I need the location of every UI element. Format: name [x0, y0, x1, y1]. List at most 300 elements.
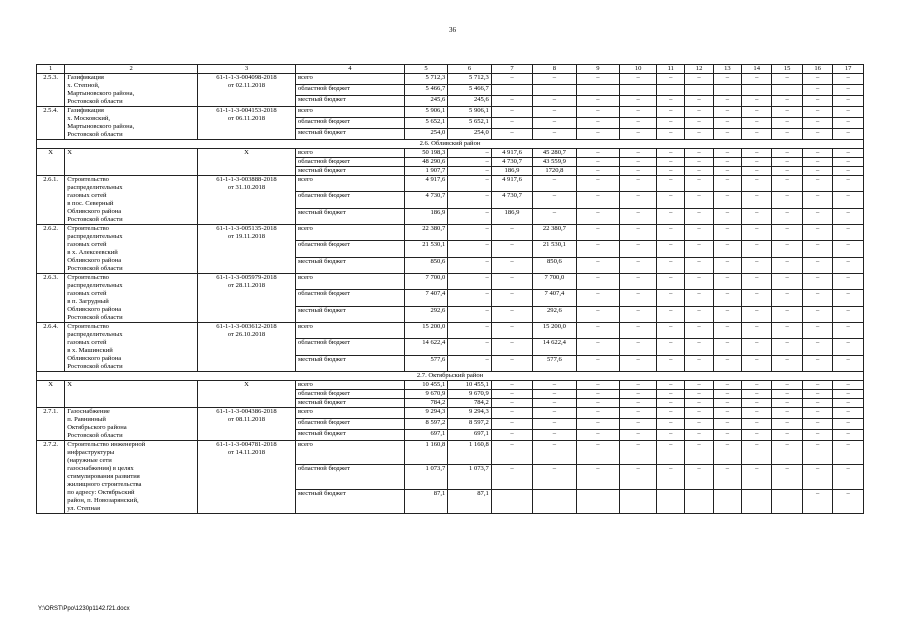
amount-cell: –: [576, 465, 620, 489]
amount-total: 10 455,1: [404, 381, 448, 390]
column-header: 12: [685, 65, 713, 74]
amount-cell: [533, 85, 577, 96]
amount-cell: [576, 489, 620, 513]
amount-cell: –: [713, 323, 741, 339]
amount-cell: 292,6: [533, 306, 577, 322]
amount-cell: –: [713, 118, 741, 129]
column-header: 4: [295, 65, 404, 74]
amount-total: 7 407,4: [404, 290, 448, 306]
funding-source: местный бюджет: [295, 208, 404, 224]
amount-cell: –: [772, 176, 802, 192]
section-title: 2.6. Обливский район: [37, 140, 864, 149]
amount-total: 14 622,4: [404, 339, 448, 355]
amount-cell: –: [742, 225, 772, 241]
amount-cell: –: [802, 306, 832, 322]
amount-cell: –: [491, 274, 532, 290]
amount-cell: –: [802, 430, 832, 441]
section-title: 2.7. Октябрьский район: [37, 372, 864, 381]
amount-cell: –: [833, 489, 864, 513]
amount-cell: –: [657, 176, 685, 192]
amount-cell: –: [620, 118, 657, 129]
column-header: 6: [448, 65, 492, 74]
item-number: 2.5.3.: [37, 74, 65, 107]
amount-cell: –: [833, 257, 864, 273]
amount-cell: –: [742, 465, 772, 489]
column-header: 17: [833, 65, 864, 74]
amount-cell: –: [657, 74, 685, 85]
amount-cell: –: [491, 399, 532, 408]
amount-cell: –: [576, 306, 620, 322]
amount-cell: –: [742, 399, 772, 408]
amount-cell: [772, 85, 802, 96]
amount-cell: 186,9: [491, 208, 532, 224]
amount-cell: –: [742, 355, 772, 371]
amount-cell: –: [772, 118, 802, 129]
funding-source: местный бюджет: [295, 430, 404, 441]
amount-cell: 7 700,0: [533, 274, 577, 290]
amount-cell: –: [802, 107, 832, 118]
amount-cell: 850,6: [533, 257, 577, 273]
amount-cell: –: [833, 176, 864, 192]
amount-cell: –: [657, 390, 685, 399]
amount-cell: [685, 489, 713, 513]
amount-cell: –: [533, 192, 577, 208]
amount-cell: –: [533, 419, 577, 430]
item-name: Строительство распределительных газовых сетей в пос. Северный Обливского района Ростовской области: [65, 176, 198, 225]
amount-cell: –: [685, 225, 713, 241]
amount-cell: –: [576, 176, 620, 192]
amount-total: 186,9: [404, 208, 448, 224]
item-name: Газификация х. Степной, Мартыновского района, Ростовской области: [65, 74, 198, 107]
amount-cell: –: [685, 390, 713, 399]
item-name: Х: [65, 149, 198, 176]
amount-cell: –: [713, 241, 741, 257]
amount-col6: –: [448, 208, 492, 224]
amount-col6: 784,2: [448, 399, 492, 408]
amount-total: 784,2: [404, 399, 448, 408]
amount-cell: –: [833, 355, 864, 371]
item-number: 2.6.1.: [37, 176, 65, 225]
item-number: 2.6.3.: [37, 274, 65, 323]
amount-cell: –: [491, 355, 532, 371]
amount-col6: –: [448, 274, 492, 290]
amount-cell: –: [491, 430, 532, 441]
amount-cell: –: [576, 441, 620, 465]
table-row: [37, 274, 864, 290]
amount-cell: –: [772, 290, 802, 306]
amount-cell: –: [742, 408, 772, 419]
amount-cell: –: [772, 167, 802, 176]
amount-cell: –: [713, 430, 741, 441]
item-name: Строительство распределительных газовых сетей в п. Загрудный Обливского района Ростовской области: [65, 274, 198, 323]
amount-cell: –: [576, 96, 620, 107]
amount-cell: –: [713, 208, 741, 224]
amount-cell: –: [620, 192, 657, 208]
amount-cell: –: [491, 118, 532, 129]
amount-cell: –: [576, 430, 620, 441]
item-number: 2.7.1.: [37, 408, 65, 441]
amount-cell: –: [491, 390, 532, 399]
amount-cell: –: [533, 430, 577, 441]
amount-cell: –: [713, 339, 741, 355]
amount-cell: –: [685, 339, 713, 355]
amount-cell: –: [772, 390, 802, 399]
amount-cell: –: [620, 149, 657, 158]
amount-cell: –: [657, 149, 685, 158]
amount-col6: –: [448, 323, 492, 339]
amount-cell: –: [533, 107, 577, 118]
amount-cell: –: [713, 74, 741, 85]
amount-cell: –: [742, 339, 772, 355]
item-document: 61-1-1-3-004386-2018 от 08.11.2018: [198, 408, 296, 441]
amount-total: 5 652,1: [404, 118, 448, 129]
amount-cell: 15 200,0: [533, 323, 577, 339]
table-row: [37, 107, 864, 118]
amount-cell: –: [620, 430, 657, 441]
amount-cell: –: [657, 290, 685, 306]
amount-cell: –: [685, 176, 713, 192]
funding-source: местный бюджет: [295, 129, 404, 140]
amount-cell: –: [833, 74, 864, 85]
amount-cell: –: [833, 167, 864, 176]
amount-total: 9 670,9: [404, 390, 448, 399]
amount-cell: –: [713, 381, 741, 390]
item-name: Строительство инженерной инфраструктуры (наружные сети газоснабжения) в целях стимулирования развития жилищного строительства по адресу: Октябрьский район, п. Новозарянский, ул. Степная: [65, 441, 198, 514]
amount-col6: 697,1: [448, 430, 492, 441]
funding-source: всего: [295, 225, 404, 241]
amount-cell: –: [685, 419, 713, 430]
amount-cell: –: [772, 274, 802, 290]
amount-cell: 45 280,7: [533, 149, 577, 158]
amount-cell: [713, 85, 741, 96]
amount-col6: 5 712,3: [448, 74, 492, 85]
amount-cell: –: [833, 419, 864, 430]
amount-cell: –: [833, 399, 864, 408]
amount-total: 87,1: [404, 489, 448, 513]
amount-cell: –: [713, 355, 741, 371]
amount-cell: –: [533, 441, 577, 465]
funding-source: всего: [295, 149, 404, 158]
amount-col6: –: [448, 176, 492, 192]
amount-cell: –: [491, 107, 532, 118]
amount-cell: –: [833, 225, 864, 241]
amount-cell: [533, 489, 577, 513]
amount-cell: –: [802, 118, 832, 129]
amount-total: 1 160,8: [404, 441, 448, 465]
amount-cell: 577,6: [533, 355, 577, 371]
amount-cell: –: [620, 129, 657, 140]
column-header: 3: [198, 65, 296, 74]
amount-cell: –: [742, 419, 772, 430]
amount-total: 4 917,6: [404, 176, 448, 192]
amount-cell: –: [742, 441, 772, 465]
item-document: 61-1-1-3-005135-2018 от 19.11.2018: [198, 225, 296, 274]
amount-cell: –: [802, 381, 832, 390]
amount-cell: –: [802, 176, 832, 192]
funding-source: местный бюджет: [295, 489, 404, 513]
amount-cell: –: [657, 399, 685, 408]
amount-cell: –: [685, 257, 713, 273]
amount-cell: –: [833, 274, 864, 290]
amount-cell: –: [685, 355, 713, 371]
amount-cell: –: [742, 306, 772, 322]
amount-cell: –: [713, 441, 741, 465]
page-number: 36: [449, 26, 456, 34]
amount-total: 50 198,3: [404, 149, 448, 158]
amount-cell: –: [772, 208, 802, 224]
amount-cell: 1720,8: [533, 167, 577, 176]
amount-cell: –: [833, 208, 864, 224]
amount-cell: –: [713, 129, 741, 140]
amount-cell: –: [772, 192, 802, 208]
amount-cell: –: [685, 241, 713, 257]
section-row: [37, 140, 864, 149]
amount-cell: 21 530,1: [533, 241, 577, 257]
amount-cell: –: [833, 381, 864, 390]
amount-cell: –: [620, 381, 657, 390]
amount-cell: –: [491, 323, 532, 339]
item-number: Х: [37, 381, 65, 408]
item-document: 61-1-1-3-004781-2018 от 14.11.2018: [198, 441, 296, 514]
amount-total: 577,6: [404, 355, 448, 371]
amount-cell: –: [772, 355, 802, 371]
amount-cell: –: [620, 399, 657, 408]
amount-cell: –: [491, 419, 532, 430]
amount-cell: –: [576, 149, 620, 158]
amount-cell: –: [772, 129, 802, 140]
amount-cell: –: [685, 290, 713, 306]
amount-cell: –: [657, 381, 685, 390]
amount-cell: 4 917,6: [491, 176, 532, 192]
amount-cell: –: [802, 85, 832, 96]
amount-cell: –: [742, 167, 772, 176]
amount-cell: –: [802, 96, 832, 107]
amount-cell: –: [713, 225, 741, 241]
amount-cell: –: [742, 390, 772, 399]
amount-cell: –: [713, 290, 741, 306]
amount-cell: 22 380,7: [533, 225, 577, 241]
header-row: [37, 65, 864, 74]
amount-cell: –: [833, 85, 864, 96]
amount-cell: –: [833, 441, 864, 465]
amount-cell: –: [657, 192, 685, 208]
item-number: 2.7.2.: [37, 441, 65, 514]
amount-cell: –: [833, 241, 864, 257]
column-header: 1: [37, 65, 65, 74]
amount-cell: –: [491, 290, 532, 306]
amount-cell: –: [491, 96, 532, 107]
amount-cell: –: [576, 241, 620, 257]
amount-cell: –: [576, 208, 620, 224]
amount-cell: –: [620, 408, 657, 419]
amount-cell: –: [833, 339, 864, 355]
amount-cell: –: [491, 241, 532, 257]
amount-total: 8 597,2: [404, 419, 448, 430]
amount-cell: –: [657, 107, 685, 118]
table-row: [37, 408, 864, 419]
amount-cell: –: [620, 290, 657, 306]
amount-cell: –: [533, 96, 577, 107]
amount-cell: –: [576, 355, 620, 371]
amount-cell: –: [833, 129, 864, 140]
funding-source: областной бюджет: [295, 118, 404, 129]
amount-cell: –: [685, 441, 713, 465]
amount-cell: –: [802, 441, 832, 465]
item-name: Газоснабжение п. Равнинный Октябрьского района Ростовской области: [65, 408, 198, 441]
amount-col6: 87,1: [448, 489, 492, 513]
amount-cell: –: [533, 129, 577, 140]
column-header: 16: [802, 65, 832, 74]
amount-cell: –: [685, 323, 713, 339]
funding-source: всего: [295, 408, 404, 419]
table-row: [37, 323, 864, 339]
amount-cell: –: [620, 441, 657, 465]
item-document: 61-1-1-3-004098-2018 от 02.11.2018: [198, 74, 296, 107]
funding-source: всего: [295, 107, 404, 118]
amount-col6: –: [448, 339, 492, 355]
amount-cell: [685, 85, 713, 96]
amount-cell: –: [772, 419, 802, 430]
amount-cell: –: [620, 390, 657, 399]
amount-cell: –: [713, 419, 741, 430]
amount-cell: –: [772, 257, 802, 273]
funding-source: областной бюджет: [295, 290, 404, 306]
amount-cell: [491, 85, 532, 96]
amount-cell: –: [713, 390, 741, 399]
amount-cell: –: [802, 241, 832, 257]
amount-cell: –: [533, 118, 577, 129]
amount-cell: –: [742, 208, 772, 224]
amount-col6: –: [448, 225, 492, 241]
amount-cell: –: [802, 419, 832, 430]
amount-cell: –: [576, 167, 620, 176]
amount-cell: –: [491, 225, 532, 241]
funding-source: областной бюджет: [295, 85, 404, 96]
amount-cell: –: [620, 241, 657, 257]
amount-cell: –: [620, 323, 657, 339]
amount-cell: –: [772, 430, 802, 441]
amount-cell: –: [742, 118, 772, 129]
amount-cell: –: [491, 74, 532, 85]
amount-cell: –: [802, 167, 832, 176]
amount-cell: –: [685, 208, 713, 224]
table-row: [37, 149, 864, 158]
amount-cell: –: [657, 96, 685, 107]
amount-cell: –: [772, 96, 802, 107]
amount-cell: –: [685, 430, 713, 441]
amount-cell: –: [620, 176, 657, 192]
amount-cell: –: [576, 274, 620, 290]
amount-col6: –: [448, 167, 492, 176]
amount-cell: –: [802, 208, 832, 224]
funding-source: местный бюджет: [295, 355, 404, 371]
amount-cell: [620, 85, 657, 96]
amount-col6: 254,0: [448, 129, 492, 140]
amount-cell: –: [491, 465, 532, 489]
amount-cell: –: [772, 74, 802, 85]
amount-cell: –: [742, 176, 772, 192]
amount-cell: –: [833, 107, 864, 118]
amount-cell: –: [533, 74, 577, 85]
amount-cell: –: [742, 158, 772, 167]
amount-cell: –: [620, 419, 657, 430]
amount-cell: –: [657, 225, 685, 241]
amount-cell: –: [576, 225, 620, 241]
amount-cell: –: [742, 430, 772, 441]
amount-cell: –: [620, 355, 657, 371]
amount-cell: –: [713, 176, 741, 192]
amount-cell: –: [620, 274, 657, 290]
amount-cell: 43 559,9: [533, 158, 577, 167]
amount-cell: [657, 489, 685, 513]
amount-cell: –: [576, 419, 620, 430]
table-row: [37, 176, 864, 192]
amount-cell: –: [685, 107, 713, 118]
amount-cell: –: [772, 149, 802, 158]
amount-cell: [576, 85, 620, 96]
amount-cell: –: [620, 465, 657, 489]
amount-cell: [713, 489, 741, 513]
amount-cell: –: [657, 430, 685, 441]
amount-total: 9 294,3: [404, 408, 448, 419]
amount-cell: –: [742, 381, 772, 390]
amount-cell: –: [657, 306, 685, 322]
amount-total: 697,1: [404, 430, 448, 441]
column-header: 2: [65, 65, 198, 74]
amount-cell: –: [685, 274, 713, 290]
amount-cell: –: [833, 390, 864, 399]
item-document: Х: [198, 149, 296, 176]
funding-source: областной бюджет: [295, 419, 404, 430]
amount-cell: –: [713, 257, 741, 273]
amount-cell: –: [833, 430, 864, 441]
amount-cell: –: [576, 129, 620, 140]
amount-cell: [742, 489, 772, 513]
amount-cell: –: [491, 129, 532, 140]
amount-cell: –: [576, 323, 620, 339]
amount-total: 22 380,7: [404, 225, 448, 241]
amount-cell: –: [685, 192, 713, 208]
amount-cell: –: [620, 96, 657, 107]
amount-cell: –: [620, 339, 657, 355]
amount-cell: –: [533, 381, 577, 390]
column-header: 5: [404, 65, 448, 74]
item-document: Х: [198, 381, 296, 408]
amount-cell: [657, 85, 685, 96]
amount-cell: [742, 85, 772, 96]
amount-cell: –: [576, 408, 620, 419]
funding-source: всего: [295, 441, 404, 465]
amount-cell: –: [533, 408, 577, 419]
amount-cell: –: [620, 257, 657, 273]
amount-cell: –: [713, 192, 741, 208]
item-name: Строительство распределительных газовых сетей в х. Машинский Обливского района Ростовской области: [65, 323, 198, 372]
funding-source: всего: [295, 274, 404, 290]
amount-cell: –: [533, 399, 577, 408]
amount-cell: –: [491, 306, 532, 322]
section-row: [37, 372, 864, 381]
amount-cell: –: [657, 118, 685, 129]
amount-cell: 186,9: [491, 167, 532, 176]
funding-source: всего: [295, 323, 404, 339]
amount-cell: –: [685, 96, 713, 107]
funding-source: областной бюджет: [295, 390, 404, 399]
amount-col6: 9 294,3: [448, 408, 492, 419]
amount-cell: –: [833, 323, 864, 339]
amount-total: 4 730,7: [404, 192, 448, 208]
amount-cell: 4 730,7: [491, 158, 532, 167]
amount-cell: –: [742, 107, 772, 118]
